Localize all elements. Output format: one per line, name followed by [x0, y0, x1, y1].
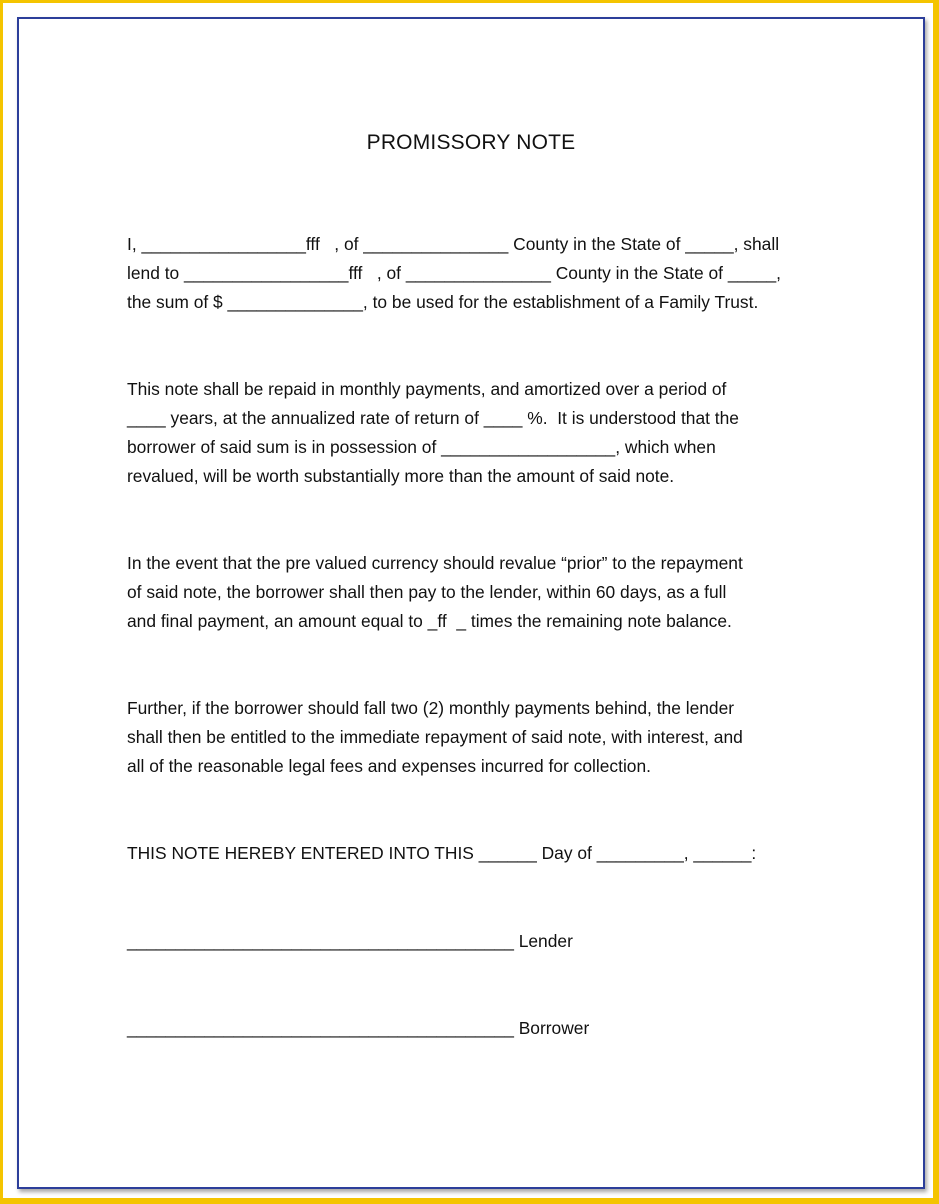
paragraph-default — [127, 694, 827, 781]
paragraph-line: all of the reasonable legal fees and expenses incurred for collection. — [127, 756, 651, 776]
paragraph-line: Further, if the borrower should fall two (2) monthly payments behind, the lender — [127, 698, 735, 718]
paragraph-line: lend to _________________fff , of _______________ County in the State of _____, — [127, 263, 782, 283]
document-title: PROMISSORY NOTE — [366, 131, 576, 154]
paragraph-line: I, _________________fff , of _______________ County in the State of _____, shall — [127, 234, 780, 254]
paragraph-line: In the event that the pre valued currency should revalue “prior” to the repayment — [127, 553, 743, 573]
paragraph-line: ____ years, at the annualized rate of return of ____ %. It is understood that the — [127, 408, 739, 428]
borrower-signature-text: ________________________________________ Borrower — [127, 1018, 590, 1038]
entered-date-line — [127, 839, 827, 868]
lender-signature-text: ________________________________________ Lender — [127, 931, 573, 951]
borrower-signature-line — [127, 1014, 827, 1043]
paragraph-line: of said note, the borrower shall then pay to the lender, within 60 days, as a full — [127, 582, 727, 602]
paragraph-line: shall then be entitled to the immediate repayment of said note, with interest, and — [127, 727, 743, 747]
paragraph-line: This note shall be repaid in monthly payments, and amortized over a period of — [127, 379, 727, 399]
paragraph-parties — [127, 230, 827, 317]
paragraph-repayment — [127, 375, 827, 491]
paragraph-line: and final payment, an amount equal to _ff _ times the remaining note balance. — [127, 611, 732, 631]
paragraph-line: borrower of said sum is in possession of __________________, which when — [127, 437, 716, 457]
paragraph-revaluation — [127, 549, 827, 636]
lender-signature-line — [127, 927, 827, 956]
paragraph-line: the sum of $ ______________, to be used for the establishment of a Family Trust. — [127, 292, 759, 312]
entered-date-text: THIS NOTE HEREBY ENTERED INTO THIS ______ Day of _________, ______: — [127, 843, 757, 863]
document-page — [17, 17, 925, 1189]
paragraph-line: revalued, will be worth substantially more than the amount of said note. — [127, 466, 675, 486]
outer-frame — [3, 3, 933, 1198]
